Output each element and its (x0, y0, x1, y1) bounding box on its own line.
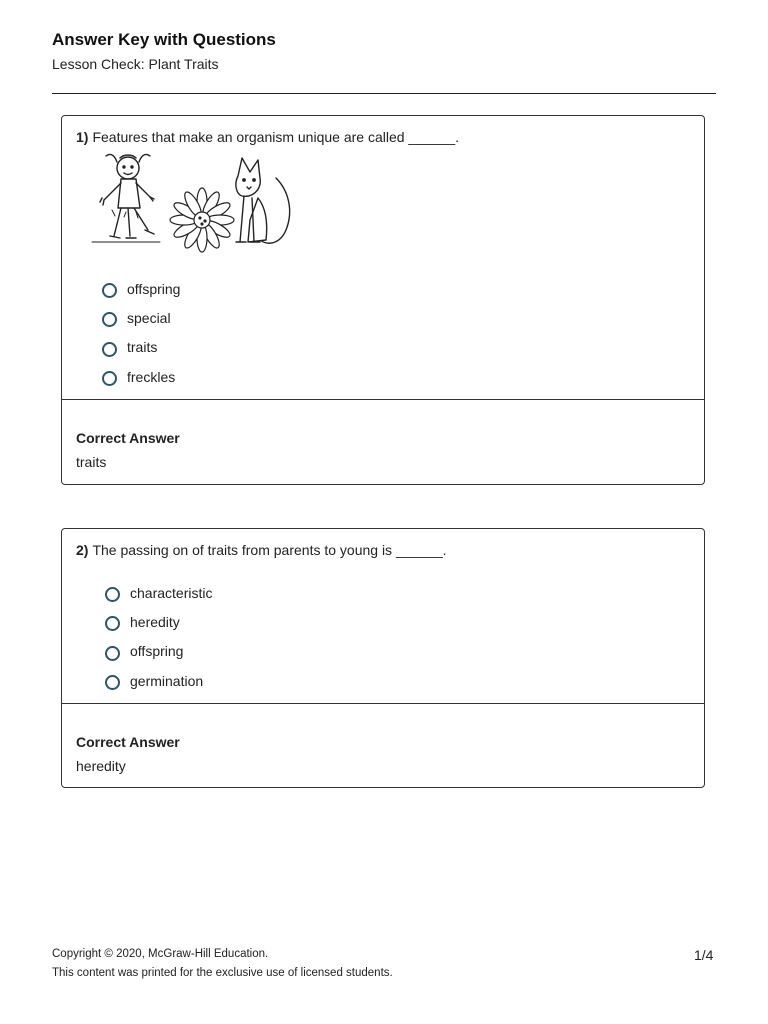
option-heredity[interactable] (105, 607, 212, 636)
question-card-2 (61, 528, 705, 788)
correct-answer-value: traits (76, 454, 107, 470)
question-prompt: Features that make an organism unique are called ______. (92, 129, 460, 145)
question-text-1 (76, 129, 459, 145)
option-characteristic[interactable] (105, 578, 212, 607)
option-label: offspring (130, 643, 184, 660)
question-prompt: The passing on of traits from parents to young is ______. (92, 542, 447, 558)
fox-icon (236, 158, 290, 243)
option-traits[interactable] (102, 333, 180, 362)
option-freckles[interactable] (102, 362, 180, 391)
question-text-2 (76, 542, 447, 558)
option-special[interactable] (102, 303, 180, 332)
radio-icon[interactable] (102, 371, 117, 386)
option-label: special (127, 309, 171, 326)
girl-icon (92, 154, 160, 242)
question-number: 2) (76, 542, 89, 558)
question-illustration (90, 150, 296, 254)
radio-icon[interactable] (102, 342, 117, 357)
question-card-1 (61, 115, 705, 485)
option-label: offspring (127, 280, 181, 297)
question-number: 1) (76, 129, 89, 145)
doc-subtitle: Lesson Check: Plant Traits (52, 56, 219, 72)
answer-divider (62, 703, 704, 704)
correct-answer-value: heredity (76, 758, 126, 774)
option-germination[interactable] (105, 666, 212, 695)
options-list-2 (105, 578, 212, 695)
radio-icon[interactable] (105, 587, 120, 602)
radio-icon[interactable] (105, 616, 120, 631)
radio-icon[interactable] (102, 312, 117, 327)
correct-answer-heading: Correct Answer (76, 430, 180, 446)
page-number: 1/4 (694, 947, 714, 963)
option-label: traits (127, 339, 158, 356)
correct-answer-heading: Correct Answer (76, 734, 180, 750)
footer-copyright: Copyright © 2020, McGraw-Hill Education. (52, 948, 269, 960)
footer-notice: This content was printed for the exclusive use of licensed students. (52, 967, 393, 979)
answer-divider (62, 399, 704, 400)
header-rule (52, 93, 716, 94)
option-label: germination (130, 672, 204, 689)
option-label: freckles (127, 368, 176, 385)
doc-title: Answer Key with Questions (52, 30, 276, 49)
option-offspring[interactable] (105, 637, 212, 666)
option-offspring[interactable] (102, 274, 180, 303)
option-label: characteristic (130, 584, 213, 601)
options-list-1 (102, 274, 180, 391)
radio-icon[interactable] (105, 646, 120, 661)
flower-icon (170, 188, 234, 252)
radio-icon[interactable] (102, 283, 117, 298)
option-label: heredity (130, 613, 180, 630)
radio-icon[interactable] (105, 675, 120, 690)
